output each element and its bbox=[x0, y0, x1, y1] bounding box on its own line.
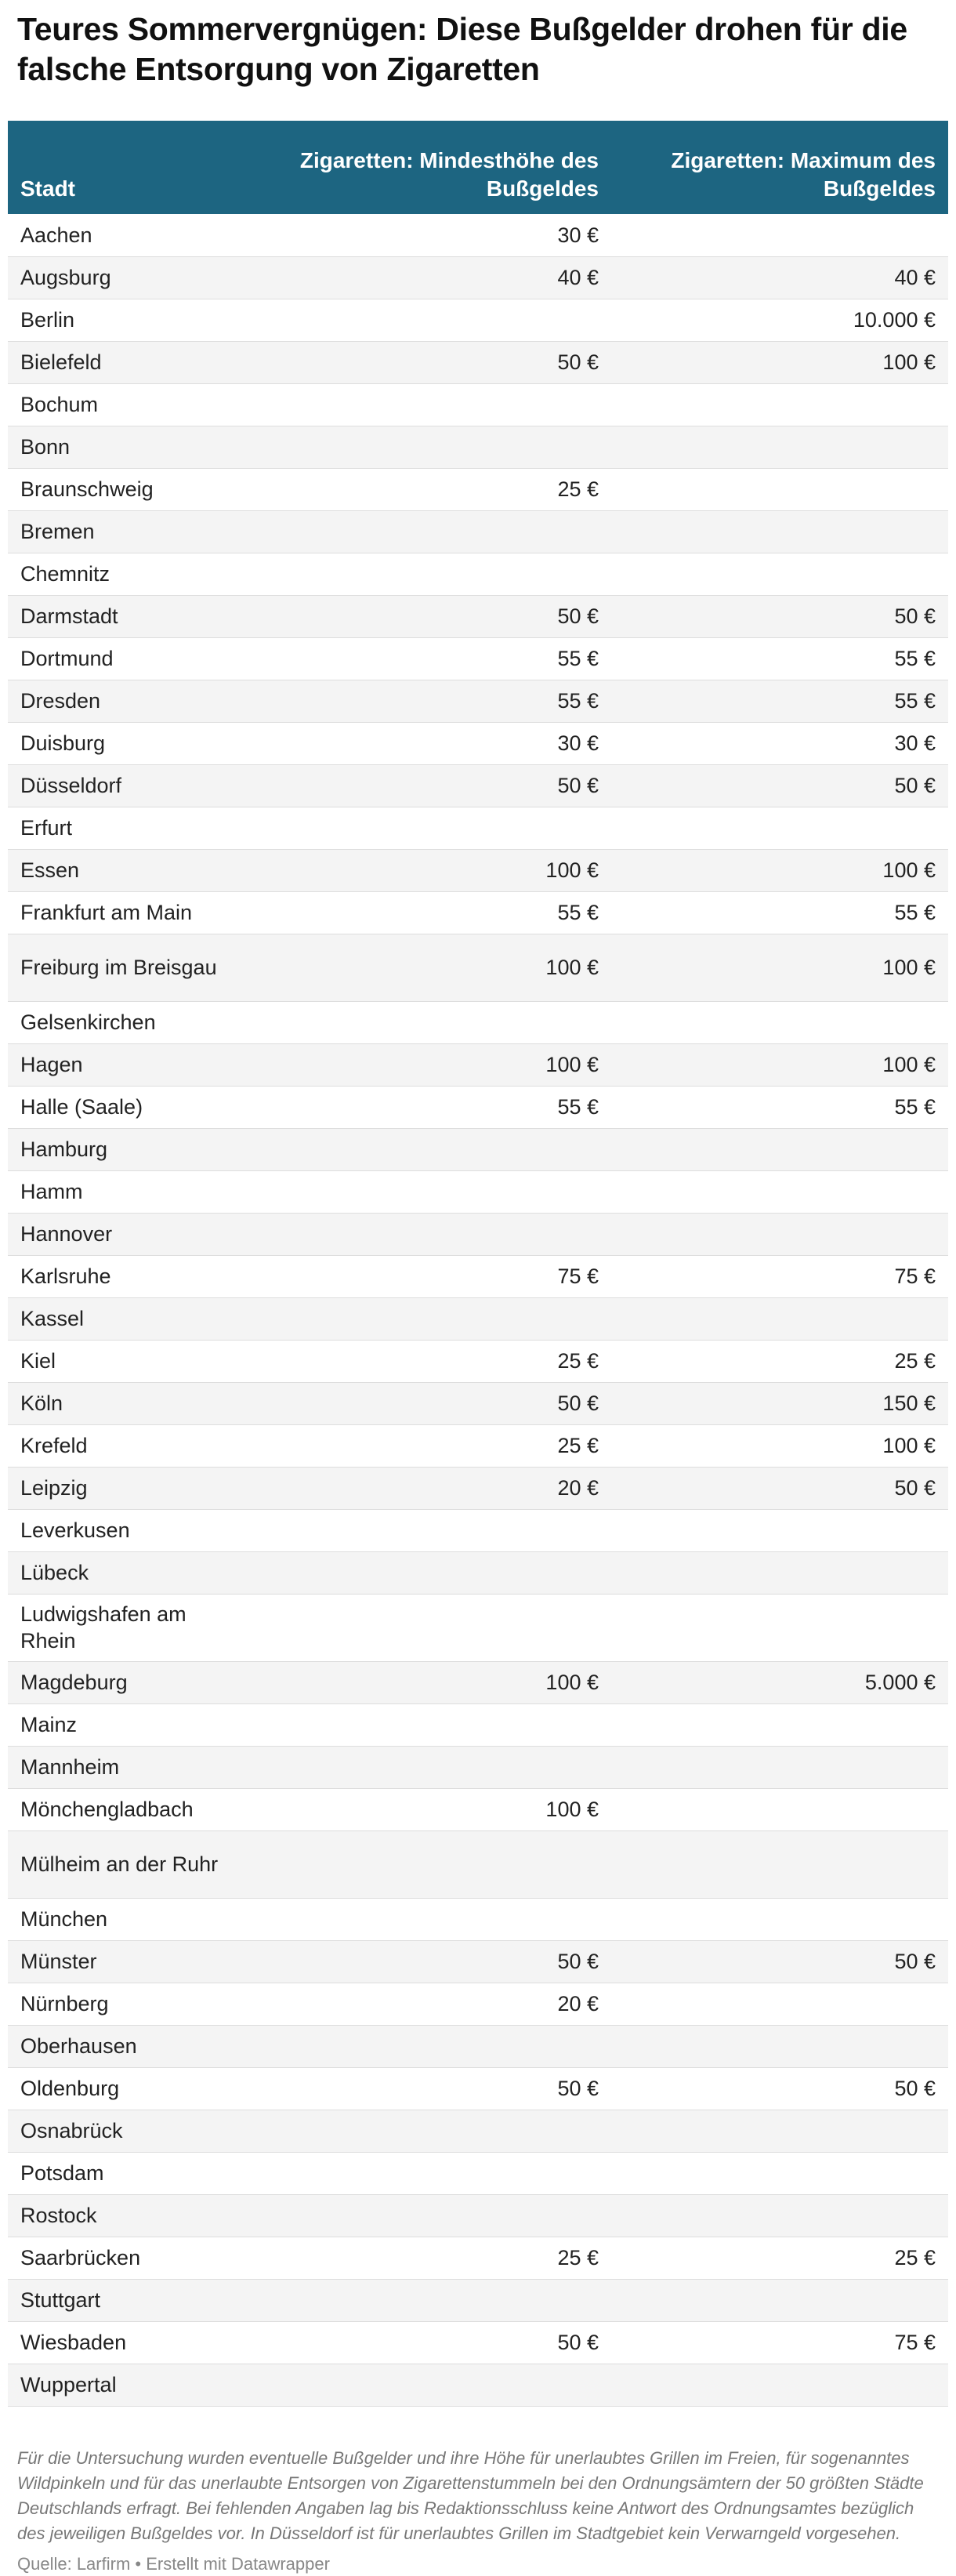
table-row bbox=[8, 1340, 948, 1382]
cell-maximum-fine bbox=[611, 214, 948, 256]
cell-maximum-fine bbox=[611, 1170, 948, 1213]
cell-maximum-fine bbox=[611, 553, 948, 595]
table-row bbox=[8, 383, 948, 426]
cell-minimum-fine: 25 € bbox=[243, 2237, 611, 2279]
table-row bbox=[8, 891, 948, 934]
cell-city: Mainz bbox=[8, 1703, 243, 1746]
cell-city: München bbox=[8, 1898, 243, 1940]
table-row bbox=[8, 1940, 948, 1983]
cell-maximum-fine: 100 € bbox=[611, 341, 948, 383]
cell-maximum-fine bbox=[611, 383, 948, 426]
cell-minimum-fine: 100 € bbox=[243, 934, 611, 1001]
cell-city: Chemnitz bbox=[8, 553, 243, 595]
cell-maximum-fine: 50 € bbox=[611, 2067, 948, 2110]
cell-minimum-fine: 25 € bbox=[243, 1424, 611, 1467]
cell-minimum-fine: 55 € bbox=[243, 637, 611, 680]
cell-city: Dresden bbox=[8, 680, 243, 722]
cell-minimum-fine bbox=[243, 1297, 611, 1340]
table-row bbox=[8, 1788, 948, 1830]
cell-maximum-fine: 10.000 € bbox=[611, 299, 948, 341]
cell-maximum-fine: 50 € bbox=[611, 1940, 948, 1983]
cell-maximum-fine: 100 € bbox=[611, 934, 948, 1001]
cell-city: Krefeld bbox=[8, 1424, 243, 1467]
cell-minimum-fine bbox=[243, 426, 611, 468]
table-row bbox=[8, 1424, 948, 1467]
table-row bbox=[8, 426, 948, 468]
cell-city: Erfurt bbox=[8, 807, 243, 849]
cell-maximum-fine bbox=[611, 1830, 948, 1898]
cell-minimum-fine bbox=[243, 1509, 611, 1551]
cell-maximum-fine: 55 € bbox=[611, 637, 948, 680]
cell-minimum-fine bbox=[243, 1213, 611, 1255]
table-row bbox=[8, 722, 948, 764]
cell-city: Mannheim bbox=[8, 1746, 243, 1788]
cell-city: Bielefeld bbox=[8, 341, 243, 383]
table-row bbox=[8, 2110, 948, 2152]
cell-city: Osnabrück bbox=[8, 2110, 243, 2152]
cell-minimum-fine bbox=[243, 299, 611, 341]
footnote: Für die Untersuchung wurden eventuelle Bußgelder und ihre Höhe für unerlaubtes Grillen im Freien, für sogenanntes Wildpinkeln und für das unerlaubte Entsorgen von Zigarettenstummeln bei den Ordnungsämtern der 50 größten Städte Deutschlands erfragt. Bei fehlenden Angaben lag bis Redaktionsschluss keine Antwort des Ordnungsamtes bezüglich des jeweiligen Bußgeldes vor. In Düsseldorf ist für unerlaubtes Grillen im Stadtgebiet kein Verwarngeld vorgesehen. bbox=[17, 2447, 924, 2543]
cell-city: Oldenburg bbox=[8, 2067, 243, 2110]
cell-maximum-fine: 55 € bbox=[611, 1086, 948, 1128]
cell-maximum-fine: 50 € bbox=[611, 764, 948, 807]
cell-minimum-fine: 100 € bbox=[243, 849, 611, 891]
table-body bbox=[8, 214, 948, 2406]
cell-city: Bremen bbox=[8, 510, 243, 553]
cell-city: Düsseldorf bbox=[8, 764, 243, 807]
source-line: Quelle: Larfirm • Erstellt mit Datawrapper bbox=[17, 2553, 330, 2574]
cell-minimum-fine bbox=[243, 2152, 611, 2194]
cell-maximum-fine: 25 € bbox=[611, 1340, 948, 1382]
cell-maximum-fine bbox=[611, 1703, 948, 1746]
cell-maximum-fine bbox=[611, 807, 948, 849]
cell-maximum-fine bbox=[611, 2364, 948, 2406]
cell-city: Ludwigshafen am Rhein bbox=[8, 1594, 243, 1661]
table-row bbox=[8, 1898, 948, 1940]
table-row bbox=[8, 849, 948, 891]
cell-minimum-fine: 50 € bbox=[243, 764, 611, 807]
cell-minimum-fine bbox=[243, 383, 611, 426]
cell-minimum-fine: 30 € bbox=[243, 214, 611, 256]
table-row bbox=[8, 2364, 948, 2406]
cell-minimum-fine: 75 € bbox=[243, 1255, 611, 1297]
table-row bbox=[8, 1297, 948, 1340]
cell-maximum-fine: 40 € bbox=[611, 256, 948, 299]
cell-minimum-fine bbox=[243, 1128, 611, 1170]
cell-maximum-fine bbox=[611, 1594, 948, 1661]
table-row bbox=[8, 2067, 948, 2110]
cell-city: Karlsruhe bbox=[8, 1255, 243, 1297]
cell-minimum-fine: 55 € bbox=[243, 891, 611, 934]
cell-city: Augsburg bbox=[8, 256, 243, 299]
cell-city: Kiel bbox=[8, 1340, 243, 1382]
cell-maximum-fine bbox=[611, 1983, 948, 2025]
cell-city: Mönchengladbach bbox=[8, 1788, 243, 1830]
cell-maximum-fine bbox=[611, 1001, 948, 1043]
column-header-minimum[interactable]: Zigaretten: Mindesthöhe des Bußgeldes bbox=[243, 121, 611, 214]
table-row bbox=[8, 1170, 948, 1213]
table-row bbox=[8, 510, 948, 553]
cell-city: Essen bbox=[8, 849, 243, 891]
cell-minimum-fine bbox=[243, 2194, 611, 2237]
table-row bbox=[8, 214, 948, 256]
cell-minimum-fine bbox=[243, 807, 611, 849]
cell-minimum-fine: 50 € bbox=[243, 1940, 611, 1983]
cell-minimum-fine: 50 € bbox=[243, 595, 611, 637]
cell-city: Oberhausen bbox=[8, 2025, 243, 2067]
column-header-maximum[interactable]: Zigaretten: Maximum des Bußgeldes bbox=[611, 121, 948, 214]
cell-city: Bonn bbox=[8, 426, 243, 468]
cell-maximum-fine: 55 € bbox=[611, 680, 948, 722]
cell-city: Gelsenkirchen bbox=[8, 1001, 243, 1043]
cell-city: Bochum bbox=[8, 383, 243, 426]
cell-city: Leipzig bbox=[8, 1467, 243, 1509]
cell-minimum-fine bbox=[243, 1551, 611, 1594]
cell-city: Mülheim an der Ruhr bbox=[8, 1830, 243, 1898]
table-row bbox=[8, 595, 948, 637]
cell-minimum-fine: 40 € bbox=[243, 256, 611, 299]
cell-city: Köln bbox=[8, 1382, 243, 1424]
table-row bbox=[8, 2025, 948, 2067]
cell-city: Frankfurt am Main bbox=[8, 891, 243, 934]
cell-maximum-fine bbox=[611, 2194, 948, 2237]
cell-city: Kassel bbox=[8, 1297, 243, 1340]
cell-city: Potsdam bbox=[8, 2152, 243, 2194]
table-row bbox=[8, 2321, 948, 2364]
table-row bbox=[8, 1661, 948, 1703]
cell-maximum-fine bbox=[611, 1898, 948, 1940]
cell-maximum-fine bbox=[611, 1551, 948, 1594]
table-row bbox=[8, 934, 948, 1001]
cell-city: Münster bbox=[8, 1940, 243, 1983]
cell-maximum-fine: 75 € bbox=[611, 1255, 948, 1297]
cell-city: Wuppertal bbox=[8, 2364, 243, 2406]
cell-maximum-fine bbox=[611, 1128, 948, 1170]
cell-maximum-fine bbox=[611, 1213, 948, 1255]
cell-minimum-fine: 50 € bbox=[243, 2321, 611, 2364]
table-row bbox=[8, 680, 948, 722]
cell-minimum-fine: 55 € bbox=[243, 680, 611, 722]
table-row bbox=[8, 341, 948, 383]
cell-city: Wiesbaden bbox=[8, 2321, 243, 2364]
cell-minimum-fine: 50 € bbox=[243, 2067, 611, 2110]
cell-maximum-fine bbox=[611, 1746, 948, 1788]
cell-minimum-fine: 100 € bbox=[243, 1788, 611, 1830]
cell-city: Rostock bbox=[8, 2194, 243, 2237]
cell-city: Leverkusen bbox=[8, 1509, 243, 1551]
cell-city: Lübeck bbox=[8, 1551, 243, 1594]
cell-minimum-fine: 20 € bbox=[243, 1983, 611, 2025]
cell-maximum-fine bbox=[611, 468, 948, 510]
cell-maximum-fine: 30 € bbox=[611, 722, 948, 764]
table-row bbox=[8, 1551, 948, 1594]
cell-minimum-fine: 100 € bbox=[243, 1661, 611, 1703]
table-row bbox=[8, 1086, 948, 1128]
cell-maximum-fine: 75 € bbox=[611, 2321, 948, 2364]
cell-minimum-fine bbox=[243, 1594, 611, 1661]
table-row bbox=[8, 2152, 948, 2194]
table-row bbox=[8, 468, 948, 510]
table-row bbox=[8, 299, 948, 341]
table-row bbox=[8, 807, 948, 849]
cell-minimum-fine bbox=[243, 2025, 611, 2067]
cell-maximum-fine: 100 € bbox=[611, 1424, 948, 1467]
cell-city: Aachen bbox=[8, 214, 243, 256]
cell-minimum-fine bbox=[243, 1703, 611, 1746]
table-row bbox=[8, 256, 948, 299]
table-header-row bbox=[8, 121, 948, 214]
table-row bbox=[8, 1213, 948, 1255]
cell-maximum-fine bbox=[611, 1509, 948, 1551]
cell-minimum-fine: 55 € bbox=[243, 1086, 611, 1128]
cell-maximum-fine: 50 € bbox=[611, 595, 948, 637]
table-row bbox=[8, 1983, 948, 2025]
table-row bbox=[8, 1255, 948, 1297]
table-row bbox=[8, 1043, 948, 1086]
table-row bbox=[8, 1382, 948, 1424]
cell-city: Darmstadt bbox=[8, 595, 243, 637]
table-row bbox=[8, 2194, 948, 2237]
cell-minimum-fine bbox=[243, 510, 611, 553]
cell-maximum-fine: 150 € bbox=[611, 1382, 948, 1424]
cell-minimum-fine bbox=[243, 1170, 611, 1213]
cell-maximum-fine: 100 € bbox=[611, 1043, 948, 1086]
cell-city: Hannover bbox=[8, 1213, 243, 1255]
cell-minimum-fine bbox=[243, 1001, 611, 1043]
cell-minimum-fine: 50 € bbox=[243, 1382, 611, 1424]
cell-city: Berlin bbox=[8, 299, 243, 341]
cell-maximum-fine bbox=[611, 2025, 948, 2067]
table-row bbox=[8, 637, 948, 680]
cell-maximum-fine bbox=[611, 426, 948, 468]
cell-minimum-fine: 30 € bbox=[243, 722, 611, 764]
cell-minimum-fine: 100 € bbox=[243, 1043, 611, 1086]
table-row bbox=[8, 764, 948, 807]
cell-minimum-fine bbox=[243, 1830, 611, 1898]
cell-maximum-fine bbox=[611, 1788, 948, 1830]
cell-maximum-fine: 5.000 € bbox=[611, 1661, 948, 1703]
cell-minimum-fine bbox=[243, 553, 611, 595]
cell-minimum-fine bbox=[243, 1746, 611, 1788]
cell-city: Hagen bbox=[8, 1043, 243, 1086]
cell-minimum-fine: 25 € bbox=[243, 1340, 611, 1382]
cell-maximum-fine: 100 € bbox=[611, 849, 948, 891]
cell-maximum-fine bbox=[611, 1297, 948, 1340]
cell-city: Dortmund bbox=[8, 637, 243, 680]
table-row bbox=[8, 1467, 948, 1509]
cell-city: Hamburg bbox=[8, 1128, 243, 1170]
cell-city: Hamm bbox=[8, 1170, 243, 1213]
cell-city: Braunschweig bbox=[8, 468, 243, 510]
cell-city: Magdeburg bbox=[8, 1661, 243, 1703]
table-row bbox=[8, 1830, 948, 1898]
cell-maximum-fine: 50 € bbox=[611, 1467, 948, 1509]
cell-minimum-fine bbox=[243, 2279, 611, 2321]
table-row bbox=[8, 1128, 948, 1170]
table-row bbox=[8, 1001, 948, 1043]
cell-maximum-fine bbox=[611, 2152, 948, 2194]
table-row bbox=[8, 1594, 948, 1661]
table-row bbox=[8, 1509, 948, 1551]
cell-minimum-fine: 50 € bbox=[243, 341, 611, 383]
table-row bbox=[8, 2279, 948, 2321]
cell-minimum-fine: 20 € bbox=[243, 1467, 611, 1509]
table-row bbox=[8, 553, 948, 595]
cell-city: Stuttgart bbox=[8, 2279, 243, 2321]
table-row bbox=[8, 2237, 948, 2279]
fines-table bbox=[8, 121, 948, 2407]
table-row bbox=[8, 1703, 948, 1746]
cell-maximum-fine: 25 € bbox=[611, 2237, 948, 2279]
cell-city: Nürnberg bbox=[8, 1983, 243, 2025]
cell-city: Saarbrücken bbox=[8, 2237, 243, 2279]
cell-maximum-fine: 55 € bbox=[611, 891, 948, 934]
table-row bbox=[8, 1746, 948, 1788]
page-title: Teures Sommervergnügen: Diese Bußgelder drohen für die falsche Entsorgung von Zigaretten bbox=[17, 11, 907, 87]
column-header-city[interactable]: Stadt bbox=[8, 121, 243, 214]
cell-city: Freiburg im Breisgau bbox=[8, 934, 243, 1001]
cell-minimum-fine bbox=[243, 2364, 611, 2406]
cell-minimum-fine: 25 € bbox=[243, 468, 611, 510]
cell-maximum-fine bbox=[611, 2279, 948, 2321]
cell-maximum-fine bbox=[611, 510, 948, 553]
cell-maximum-fine bbox=[611, 2110, 948, 2152]
cell-city: Duisburg bbox=[8, 722, 243, 764]
cell-minimum-fine bbox=[243, 2110, 611, 2152]
cell-minimum-fine bbox=[243, 1898, 611, 1940]
cell-city: Halle (Saale) bbox=[8, 1086, 243, 1128]
